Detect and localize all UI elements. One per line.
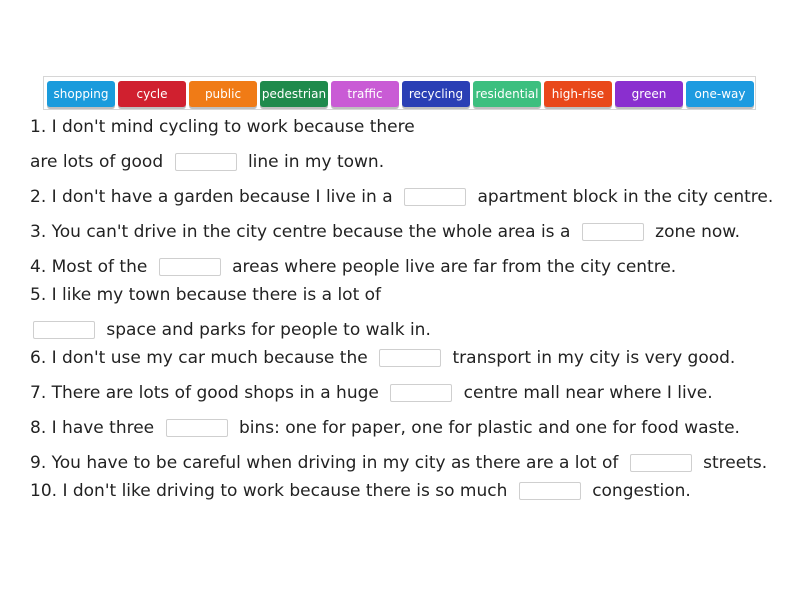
- sentence-5-line-2: [27, 319, 431, 341]
- sentence-text: congestion.: [592, 481, 691, 501]
- word-tile-high-rise[interactable]: high-rise: [544, 81, 612, 107]
- answer-blank-8[interactable]: [166, 419, 228, 437]
- word-tile-residential[interactable]: residential: [473, 81, 541, 107]
- sentence-1-line-1: [30, 116, 415, 138]
- sentence-text: 7. There are lots of good shops in a huge: [30, 383, 379, 403]
- answer-blank-7[interactable]: [390, 384, 452, 402]
- sentence-text: 10. I don't like driving to work because there is so much: [30, 481, 508, 501]
- sentence-text: areas where people live are far from the city centre.: [232, 257, 677, 277]
- word-tile-recycling[interactable]: recycling: [402, 81, 470, 107]
- sentence-2: [30, 186, 773, 208]
- sentence-text: 9. You have to be careful when driving in my city as there are a lot of: [30, 453, 619, 473]
- word-tile-pedestrian[interactable]: pedestrian: [260, 81, 328, 107]
- sentence-text: transport in my city is very good.: [452, 348, 736, 368]
- word-tile-green[interactable]: green: [615, 81, 683, 107]
- sentence-text: bins: one for paper, one for plastic and one for food waste.: [238, 418, 740, 438]
- word-tile-shopping[interactable]: shopping: [47, 81, 115, 107]
- sentence-5-line-1: [30, 284, 381, 306]
- answer-blank-4[interactable]: [159, 258, 221, 276]
- sentence-text: 4. Most of the: [30, 257, 148, 277]
- answer-blank-6[interactable]: [379, 349, 441, 367]
- word-bank: [43, 76, 756, 110]
- sentence-text: 1. I don't mind cycling to work because there: [30, 117, 415, 137]
- word-tile-cycle[interactable]: cycle: [118, 81, 186, 107]
- sentence-text: 5. I like my town because there is a lot of: [30, 285, 382, 305]
- sentence-7: [30, 382, 713, 404]
- sentence-text: line in my town.: [247, 152, 385, 172]
- sentence-text: 3. You can't drive in the city centre because the whole area is a: [30, 222, 571, 242]
- sentence-1-line-2: [30, 151, 384, 173]
- sentence-text: streets.: [703, 453, 768, 473]
- sentence-8: [30, 417, 740, 439]
- sentence-text: 8. I have three: [30, 418, 155, 438]
- sentence-text: are lots of good: [30, 152, 164, 172]
- sentence-text: zone now.: [655, 222, 741, 242]
- answer-blank-10[interactable]: [519, 482, 581, 500]
- answer-blank-5[interactable]: [33, 321, 95, 339]
- sentence-10: [30, 480, 691, 502]
- word-tile-traffic[interactable]: traffic: [331, 81, 399, 107]
- answer-blank-1[interactable]: [175, 153, 237, 171]
- sentence-4: [30, 256, 676, 278]
- sentence-3: [30, 221, 740, 243]
- sentence-text: 2. I don't have a garden because I live in a: [30, 187, 393, 207]
- sentence-text: space and parks for people to walk in.: [106, 320, 431, 340]
- word-tile-public[interactable]: public: [189, 81, 257, 107]
- word-tile-one-way[interactable]: one-way: [686, 81, 754, 107]
- answer-blank-9[interactable]: [630, 454, 692, 472]
- sentence-text: apartment block in the city centre.: [477, 187, 774, 207]
- answer-blank-2[interactable]: [404, 188, 466, 206]
- sentence-text: centre mall near where I live.: [463, 383, 713, 403]
- answer-blank-3[interactable]: [582, 223, 644, 241]
- sentence-text: 6. I don't use my car much because the: [30, 348, 368, 368]
- sentence-9: [30, 452, 767, 474]
- sentence-6: [30, 347, 735, 369]
